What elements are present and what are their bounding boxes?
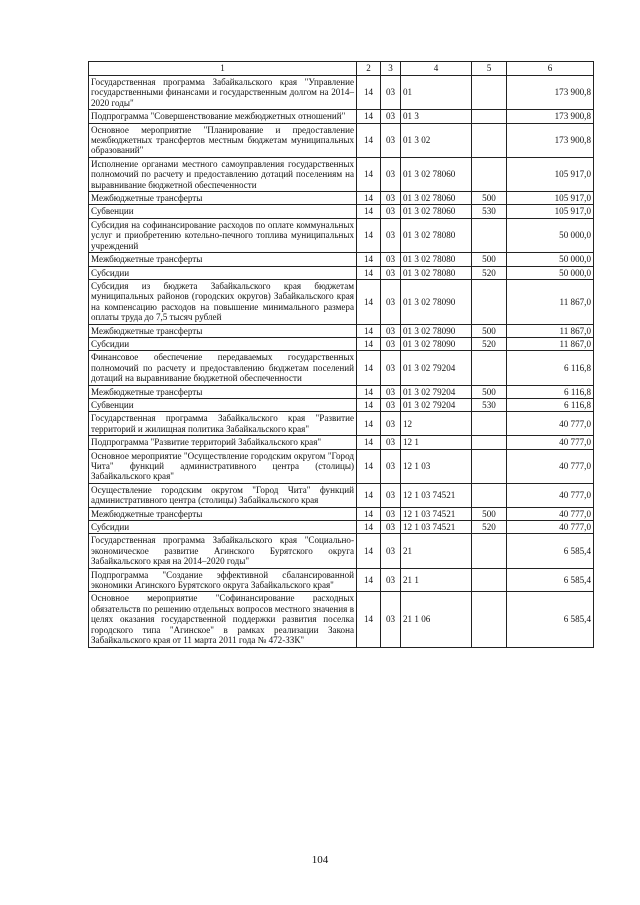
- row-amount: 50 000,0: [507, 253, 594, 266]
- row-expense-type: 500: [472, 507, 507, 520]
- table-row: [89, 337, 594, 350]
- row-subsection: 03: [381, 253, 401, 266]
- table-row: [89, 253, 594, 266]
- row-target-code: 12 1 03 74521: [401, 521, 472, 534]
- row-section: 14: [357, 266, 381, 279]
- row-amount: 11 867,0: [507, 279, 594, 324]
- row-target-code: 21: [401, 534, 472, 568]
- row-amount: 50 000,0: [507, 266, 594, 279]
- row-target-code: 01 3 02 79204: [401, 398, 472, 411]
- row-subsection: 03: [381, 279, 401, 324]
- row-target-code: 01 3 02 79204: [401, 351, 472, 385]
- row-section: 14: [357, 534, 381, 568]
- row-target-code: 01: [401, 76, 472, 110]
- row-name: Исполнение органами местного самоуправления государственных полномочий по расчету и предоставлению дотаций поселениям на выравнивание бюджетной обеспеченности: [89, 157, 357, 191]
- row-subsection: 03: [381, 534, 401, 568]
- row-section: 14: [357, 76, 381, 110]
- row-name: Межбюджетные трансферты: [89, 192, 357, 205]
- row-target-code: 12 1 03: [401, 449, 472, 483]
- row-target-code: 01 3 02 78080: [401, 218, 472, 252]
- row-amount: 6 585,4: [507, 592, 594, 647]
- row-name: Основное мероприятие "Софинансирование расходных обязательств по решению отдельных вопросов местного значения в целях оказания государственной поддержки развития поселка городского типа "Агинское" в рамках реализации Закона Забайкальского края от 11 марта 2011 года № 472-ЗЗК": [89, 592, 357, 647]
- row-name: Основное мероприятие "Осуществление городским округом "Город Чита" функций административного центра (столицы) Забайкальского края": [89, 449, 357, 483]
- page-number: 104: [311, 854, 329, 866]
- row-subsection: 03: [381, 157, 401, 191]
- row-subsection: 03: [381, 351, 401, 385]
- row-name: Подпрограмма "Развитие территорий Забайкальского края": [89, 436, 357, 449]
- col-header-2: 2: [357, 62, 381, 76]
- row-target-code: 12 1 03 74521: [401, 507, 472, 520]
- row-amount: 173 900,8: [507, 110, 594, 123]
- col-header-6: 6: [507, 62, 594, 76]
- table-row: [89, 385, 594, 398]
- row-subsection: 03: [381, 76, 401, 110]
- row-subsection: 03: [381, 398, 401, 411]
- row-name: Финансовое обеспечение передаваемых государственных полномочий по расчету и предоставлению бюджетам поселений дотаций на выравнивание бюджетной обеспеченности: [89, 351, 357, 385]
- row-amount: 6 585,4: [507, 534, 594, 568]
- row-name: Межбюджетные трансферты: [89, 253, 357, 266]
- row-amount: 6 116,8: [507, 351, 594, 385]
- row-amount: 40 777,0: [507, 412, 594, 436]
- row-section: 14: [357, 351, 381, 385]
- row-name: Государственная программа Забайкальского края "Управление государственными финансами и государственным долгом на 2014–2020 годы": [89, 76, 357, 110]
- row-target-code: 01 3 02 78090: [401, 324, 472, 337]
- row-subsection: 03: [381, 385, 401, 398]
- row-subsection: 03: [381, 205, 401, 218]
- row-amount: 40 777,0: [507, 507, 594, 520]
- row-amount: 105 917,0: [507, 205, 594, 218]
- row-section: 14: [357, 337, 381, 350]
- row-target-code: 12 1 03 74521: [401, 483, 472, 507]
- row-target-code: 01 3 02 78060: [401, 205, 472, 218]
- table-row: [89, 449, 594, 483]
- row-section: 14: [357, 123, 381, 157]
- row-section: 14: [357, 592, 381, 647]
- row-expense-type: 520: [472, 337, 507, 350]
- table-row: [89, 76, 594, 110]
- row-target-code: 01 3 02 78060: [401, 192, 472, 205]
- col-header-4: 4: [401, 62, 472, 76]
- row-amount: 11 867,0: [507, 324, 594, 337]
- row-name: Субсидии: [89, 521, 357, 534]
- table-row: [89, 521, 594, 534]
- row-section: 14: [357, 279, 381, 324]
- row-amount: 105 917,0: [507, 157, 594, 191]
- table-row: [89, 266, 594, 279]
- row-expense-type: 520: [472, 266, 507, 279]
- row-subsection: 03: [381, 507, 401, 520]
- row-expense-type: 500: [472, 192, 507, 205]
- row-section: 14: [357, 412, 381, 436]
- row-amount: 6 585,4: [507, 568, 594, 592]
- row-target-code: 12: [401, 412, 472, 436]
- row-section: 14: [357, 205, 381, 218]
- table-row: [89, 568, 594, 592]
- row-expense-type: 520: [472, 521, 507, 534]
- row-section: 14: [357, 436, 381, 449]
- row-amount: 6 116,8: [507, 385, 594, 398]
- row-name: Подпрограмма "Совершенствование межбюджетных отношений": [89, 110, 357, 123]
- table-row: [89, 412, 594, 436]
- row-expense-type: [472, 449, 507, 483]
- row-amount: 6 116,8: [507, 398, 594, 411]
- row-section: 14: [357, 218, 381, 252]
- row-section: 14: [357, 110, 381, 123]
- table-row: [89, 351, 594, 385]
- row-subsection: 03: [381, 337, 401, 350]
- row-expense-type: 530: [472, 205, 507, 218]
- row-target-code: 21 1 06: [401, 592, 472, 647]
- row-name: Субсидии: [89, 337, 357, 350]
- row-name: Межбюджетные трансферты: [89, 507, 357, 520]
- row-expense-type: [472, 279, 507, 324]
- table-row: [89, 507, 594, 520]
- header-row: [89, 62, 594, 76]
- row-name: Межбюджетные трансферты: [89, 385, 357, 398]
- row-section: 14: [357, 507, 381, 520]
- row-amount: 40 777,0: [507, 521, 594, 534]
- row-subsection: 03: [381, 324, 401, 337]
- row-expense-type: [472, 76, 507, 110]
- table-row: [89, 123, 594, 157]
- row-section: 14: [357, 385, 381, 398]
- row-section: 14: [357, 483, 381, 507]
- row-expense-type: [472, 123, 507, 157]
- table-row: [89, 483, 594, 507]
- row-target-code: 01 3 02: [401, 123, 472, 157]
- row-section: 14: [357, 568, 381, 592]
- col-header-5: 5: [472, 62, 507, 76]
- row-name: Субвенции: [89, 398, 357, 411]
- row-expense-type: [472, 218, 507, 252]
- row-amount: 105 917,0: [507, 192, 594, 205]
- row-name: Основное мероприятие "Планирование и предоставление межбюджетных трансфертов местным бюджетам муниципальных образований": [89, 123, 357, 157]
- row-expense-type: [472, 412, 507, 436]
- row-name: Субсидия на софинансирование расходов по оплате коммунальных услуг и приобретению котельно-печного топлива муниципальных учреждений: [89, 218, 357, 252]
- row-target-code: 01 3: [401, 110, 472, 123]
- row-target-code: 01 3 02 78090: [401, 337, 472, 350]
- row-name: Субсидии: [89, 266, 357, 279]
- row-section: 14: [357, 449, 381, 483]
- table-row: [89, 279, 594, 324]
- row-amount: 173 900,8: [507, 123, 594, 157]
- row-target-code: 01 3 02 79204: [401, 385, 472, 398]
- row-target-code: 01 3 02 78090: [401, 279, 472, 324]
- row-subsection: 03: [381, 266, 401, 279]
- row-amount: 40 777,0: [507, 436, 594, 449]
- row-name: Государственная программа Забайкальского края "Развитие территорий и жилищная политика Забайкальского края": [89, 412, 357, 436]
- row-section: 14: [357, 157, 381, 191]
- table-row: [89, 192, 594, 205]
- row-subsection: 03: [381, 483, 401, 507]
- row-expense-type: [472, 157, 507, 191]
- table-row: [89, 534, 594, 568]
- col-header-1: 1: [89, 62, 357, 76]
- row-target-code: 01 3 02 78080: [401, 253, 472, 266]
- row-subsection: 03: [381, 568, 401, 592]
- row-expense-type: [472, 534, 507, 568]
- row-expense-type: [472, 592, 507, 647]
- row-subsection: 03: [381, 192, 401, 205]
- row-expense-type: 500: [472, 324, 507, 337]
- row-subsection: 03: [381, 592, 401, 647]
- row-expense-type: 500: [472, 385, 507, 398]
- row-subsection: 03: [381, 412, 401, 436]
- table-row: [89, 157, 594, 191]
- row-name: Государственная программа Забайкальского края "Социально-экономическое развитие Агинского Бурятского округа Забайкальского края на 2014–2020 годы": [89, 534, 357, 568]
- budget-table: [88, 61, 594, 648]
- row-subsection: 03: [381, 521, 401, 534]
- row-name: Осуществление городским округом "Город Чита" функций административного центра (столицы) Забайкальского края: [89, 483, 357, 507]
- row-section: 14: [357, 324, 381, 337]
- row-expense-type: [472, 436, 507, 449]
- row-section: 14: [357, 192, 381, 205]
- row-target-code: 12 1: [401, 436, 472, 449]
- row-subsection: 03: [381, 449, 401, 483]
- row-target-code: 01 3 02 78080: [401, 266, 472, 279]
- table-row: [89, 324, 594, 337]
- row-section: 14: [357, 398, 381, 411]
- row-amount: 11 867,0: [507, 337, 594, 350]
- table-row: [89, 110, 594, 123]
- row-expense-type: [472, 110, 507, 123]
- table-row: [89, 436, 594, 449]
- row-name: Субсидия из бюджета Забайкальского края бюджетам муниципальных районов (городских округов) Забайкальского края на компенсацию расходов на повышение минимального размера оплаты труда до 7,5 тысяч рублей: [89, 279, 357, 324]
- row-expense-type: [472, 351, 507, 385]
- row-expense-type: 500: [472, 253, 507, 266]
- table-row: [89, 592, 594, 647]
- row-name: Субвенции: [89, 205, 357, 218]
- row-name: Подпрограмма "Создание эффективной сбалансированной экономики Агинского Бурятского округа Забайкальского края": [89, 568, 357, 592]
- row-amount: 173 900,8: [507, 76, 594, 110]
- row-name: Межбюджетные трансферты: [89, 324, 357, 337]
- row-section: 14: [357, 521, 381, 534]
- row-expense-type: [472, 483, 507, 507]
- row-target-code: 01 3 02 78060: [401, 157, 472, 191]
- row-amount: 40 777,0: [507, 449, 594, 483]
- col-header-3: 3: [381, 62, 401, 76]
- row-subsection: 03: [381, 436, 401, 449]
- row-subsection: 03: [381, 110, 401, 123]
- row-expense-type: 530: [472, 398, 507, 411]
- row-amount: 40 777,0: [507, 483, 594, 507]
- row-subsection: 03: [381, 123, 401, 157]
- row-section: 14: [357, 253, 381, 266]
- row-expense-type: [472, 568, 507, 592]
- table-row: [89, 398, 594, 411]
- table-row: [89, 205, 594, 218]
- row-amount: 50 000,0: [507, 218, 594, 252]
- row-subsection: 03: [381, 218, 401, 252]
- row-target-code: 21 1: [401, 568, 472, 592]
- table-row: [89, 218, 594, 252]
